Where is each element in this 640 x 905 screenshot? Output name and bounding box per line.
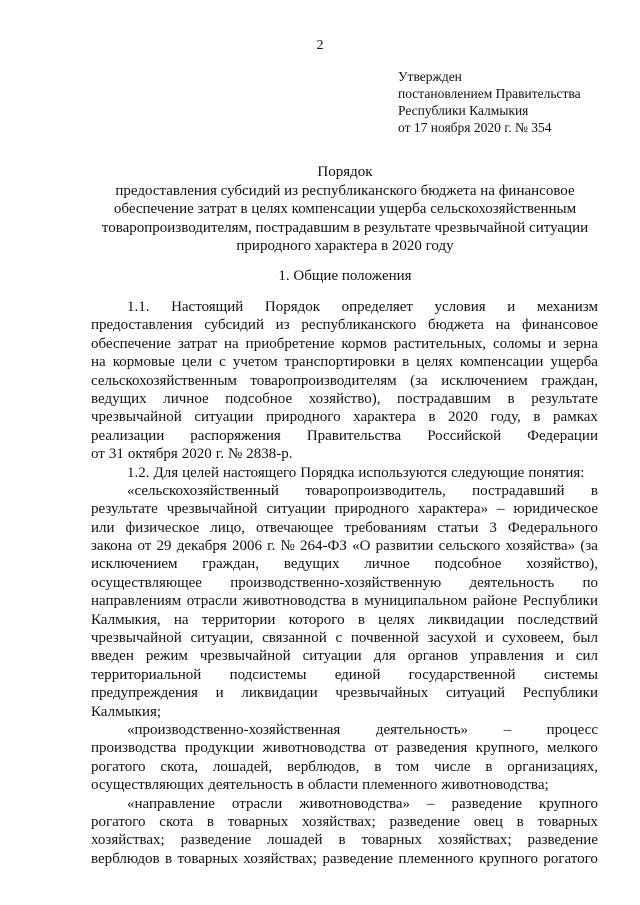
body-word: деятельность» <box>375 721 469 738</box>
body-word: хозяйство), <box>308 390 381 407</box>
body-word: в <box>507 390 515 407</box>
body-word: в <box>357 611 365 628</box>
body-word: по <box>582 574 598 591</box>
body-word: и <box>485 630 494 647</box>
body-word: разведение <box>322 850 394 867</box>
approval-line: от 17 ноября 2020 г. № 354 <box>398 120 552 135</box>
body-word: бюджета <box>428 317 484 334</box>
body-word: подсобное <box>225 390 293 407</box>
body-word: в <box>533 409 541 426</box>
body-word: для <box>373 648 396 665</box>
body-word: чрезвычайной <box>91 630 182 647</box>
body-word: Российской <box>427 427 502 444</box>
body-word: механизм <box>536 299 598 315</box>
body-word: пострадавшим <box>397 390 491 407</box>
body-word: лошадей <box>267 832 323 849</box>
body-word: из <box>275 317 290 334</box>
body-word: целях <box>416 354 453 371</box>
body-word: ликвидации <box>427 611 505 628</box>
body-word: республиканского <box>301 317 417 334</box>
body-word: был <box>572 630 598 647</box>
body-word: граждан, <box>202 556 260 573</box>
body-word: числе <box>434 758 471 775</box>
body-word: связанной <box>262 630 327 647</box>
approval-line: Утвержден <box>398 69 462 84</box>
body-word: характера» <box>418 501 489 518</box>
body-word: ситуации <box>266 501 326 518</box>
body-word: производства <box>91 740 177 757</box>
body-word: характера <box>353 409 416 426</box>
body-word: используются <box>358 464 448 481</box>
body-line <box>91 666 598 684</box>
body-word: области <box>307 777 359 794</box>
body-line <box>91 519 598 537</box>
body-line <box>91 611 598 629</box>
body-word: следующие <box>451 464 525 481</box>
body-word: Настоящий <box>171 299 244 315</box>
body-word: предоставления <box>91 317 193 334</box>
body-word: «производственно-хозяйственная <box>127 721 341 738</box>
body-line <box>91 372 598 390</box>
body-word: чрезвычайной <box>166 501 258 518</box>
body-word: Федерального <box>507 519 598 536</box>
body-word: исключением <box>441 372 528 389</box>
body-word: субсидий <box>204 317 264 334</box>
body-word: г. <box>267 538 276 555</box>
body-word: 2006 <box>231 538 262 555</box>
body-word: Порядка <box>300 464 355 481</box>
body-line <box>91 408 598 426</box>
body-word: направлениям <box>91 593 182 610</box>
body-word: от <box>137 538 152 555</box>
body-line <box>91 647 598 665</box>
body-line <box>91 390 598 408</box>
body-word: и <box>555 648 564 665</box>
body-line <box>91 592 598 610</box>
body-line <box>91 813 598 831</box>
body-word: (за <box>580 538 598 555</box>
body-word: в <box>374 758 382 775</box>
body-word: в <box>164 850 173 867</box>
body-line <box>91 427 598 445</box>
body-word: в <box>402 354 410 371</box>
body-word: в <box>590 482 598 499</box>
body-word: ситуации <box>302 648 362 665</box>
body-line <box>91 464 598 482</box>
body-word: продукции <box>184 740 255 757</box>
body-line <box>91 795 598 813</box>
body-word: и <box>548 335 557 352</box>
body-word: условия <box>434 299 486 315</box>
body-word: 1.2. <box>127 464 150 481</box>
body-word: животноводства; <box>441 777 549 794</box>
body-word: 31 <box>108 446 124 463</box>
body-word: 2020 <box>447 409 478 426</box>
body-word: введен <box>91 648 134 665</box>
body-line <box>91 721 598 739</box>
body-word: Федерации <box>527 427 598 444</box>
body-word: единой <box>334 666 381 683</box>
body-word: разведения <box>396 740 468 757</box>
approval-stamp-block <box>398 68 581 136</box>
body-word: транспортировки <box>284 354 396 371</box>
body-word: чрезвычайной <box>199 648 291 665</box>
body-word: кормов <box>341 335 387 352</box>
body-word: на <box>91 354 106 371</box>
body-word: ведущих <box>91 390 147 407</box>
body-word: осуществляющее <box>91 574 202 591</box>
body-word: личное <box>163 390 209 407</box>
body-word: закона <box>91 538 133 555</box>
body-word: результате <box>91 501 158 518</box>
body-word: № <box>280 538 295 555</box>
body-word: № <box>227 446 243 463</box>
title-line: природного характера в 2020 году <box>236 238 454 254</box>
body-line <box>91 482 598 500</box>
body-word: производственно-хозяйственную <box>230 574 442 591</box>
body-word: лицо, <box>210 519 246 536</box>
body-word: на <box>495 317 511 334</box>
body-word: в <box>485 758 493 775</box>
body-word: чрезвычайной <box>91 409 182 426</box>
body-word: крупного <box>539 795 598 812</box>
body-word: том <box>396 758 420 775</box>
body-word: 264-ФЗ <box>300 538 347 555</box>
body-line <box>91 758 598 776</box>
body-word: и <box>507 299 516 315</box>
body-word: органов <box>407 648 459 665</box>
body-word: от <box>374 740 389 757</box>
body-word: зерна <box>563 335 598 352</box>
body-word: на <box>173 611 189 628</box>
body-word: последствий <box>517 611 598 628</box>
body-word: в <box>516 813 524 830</box>
body-word: овец <box>473 813 503 830</box>
body-word: личное <box>364 556 410 573</box>
body-word: растительных, <box>393 335 487 352</box>
body-word: определяет <box>341 299 413 315</box>
body-word: цели <box>181 354 213 371</box>
body-word: в <box>296 777 304 794</box>
body-word: настоящего <box>222 464 297 481</box>
body-line <box>91 500 598 518</box>
body-word: целях <box>378 611 415 628</box>
body-word: компенсации <box>459 354 544 371</box>
body-word: муниципальном <box>364 593 468 610</box>
body-word: крупного, <box>475 740 539 757</box>
body-word: сельскохозяйственным <box>91 372 237 389</box>
body-word: животноводства <box>242 593 346 610</box>
body-word: обеспечение <box>91 335 171 352</box>
body-word: результате <box>531 390 598 407</box>
body-word: 3 <box>489 519 497 536</box>
body-word: лошадей, <box>212 758 273 775</box>
body-word: пострадавший <box>472 482 565 499</box>
title-line: товаропроизводителям, пострадавшим в результате чрезвычайной ситуации <box>101 219 589 236</box>
body-word: племенного <box>362 777 438 794</box>
body-word: системы <box>543 666 598 683</box>
body-line <box>91 629 598 647</box>
body-word: Для <box>153 464 179 481</box>
body-line <box>91 555 598 573</box>
body-word: Правительства <box>306 427 402 444</box>
body-word: ситуаций <box>445 685 506 702</box>
body-text <box>91 298 598 868</box>
body-word: реализации <box>91 427 165 444</box>
body-word: хозяйствах; <box>437 832 512 849</box>
body-word: товарных <box>537 813 598 830</box>
body-word: почвенной <box>350 630 419 647</box>
body-word: природного <box>334 501 410 518</box>
page-number: 2 <box>316 38 324 53</box>
body-word: разведение <box>451 795 523 812</box>
body-word: суховеем, <box>502 630 565 647</box>
body-word: г. <box>215 446 224 463</box>
body-word: деятельность <box>469 574 555 591</box>
body-word: исключением <box>91 556 178 573</box>
body-word: верблюдов <box>91 850 160 867</box>
title-line: Порядок <box>317 164 373 180</box>
body-word: «направление <box>127 795 215 812</box>
body-word: товарных <box>361 832 422 849</box>
body-word: управления <box>470 648 544 665</box>
body-word: ситуации, <box>190 630 254 647</box>
body-word: распоряжения <box>190 427 281 444</box>
body-word: физическое <box>125 519 200 536</box>
body-word: приобретение <box>245 335 335 352</box>
body-word: (за <box>410 372 428 389</box>
body-word: организациях, <box>507 758 598 775</box>
body-word: ущерба <box>550 354 598 371</box>
body-word: мелкого <box>546 740 598 757</box>
body-word: декабря <box>176 538 227 555</box>
body-word: соломы <box>492 335 542 352</box>
body-word: племенного <box>398 850 474 867</box>
body-word: октября <box>127 446 178 463</box>
body-word: хозяйствах; <box>91 832 165 849</box>
body-word: финансовое <box>522 317 598 334</box>
body-word: процесс <box>546 721 598 738</box>
body-word: хозяйствах; <box>243 850 318 867</box>
body-word: с <box>335 630 343 647</box>
body-word: отрасли <box>186 593 238 610</box>
body-word: товарных <box>227 813 289 830</box>
body-word: предупреждения <box>91 685 198 702</box>
section-heading: 1. Общие положения <box>278 268 412 284</box>
body-line <box>91 335 598 353</box>
body-word: Республики <box>522 685 598 702</box>
body-word: деятельность <box>208 777 293 794</box>
body-word: ситуации <box>194 409 254 426</box>
body-word: товаропроизводитель, <box>305 482 446 499</box>
body-line <box>91 684 598 702</box>
body-word: – <box>427 795 435 812</box>
body-word: в <box>351 593 359 610</box>
body-word: – <box>503 721 512 738</box>
body-word: товаропроизводителям <box>250 372 397 389</box>
body-word: статьи <box>437 519 479 536</box>
body-word: Калмыкия; <box>91 703 162 720</box>
body-word: развитии <box>375 538 434 555</box>
body-word: товарных <box>177 850 238 867</box>
body-word: 29 <box>156 538 172 555</box>
body-word: осуществляющих <box>91 777 205 794</box>
body-word: скота <box>159 813 194 830</box>
body-line <box>91 831 598 849</box>
body-word: подсобное <box>434 556 502 573</box>
body-word: отвечающее <box>256 519 334 536</box>
body-line <box>91 445 598 463</box>
body-line <box>91 298 598 316</box>
body-word: хозяйства» <box>505 538 576 555</box>
body-word: районе <box>472 593 518 610</box>
body-word: хозяйствах; <box>302 813 376 830</box>
body-word: ведущих <box>283 556 340 573</box>
body-word: – <box>497 501 505 518</box>
body-word: разведение <box>389 813 460 830</box>
body-word: животноводства» <box>299 795 410 812</box>
body-word: кормовые <box>112 354 175 371</box>
body-word: крупного <box>479 850 538 867</box>
body-word: которого <box>288 611 345 628</box>
body-word: целей <box>182 464 219 481</box>
body-word: на <box>224 335 239 352</box>
body-word: режим <box>145 648 188 665</box>
body-word: рамках <box>553 409 598 426</box>
body-word: и <box>215 685 224 702</box>
body-word: учетом <box>232 354 278 371</box>
body-line <box>91 850 598 868</box>
body-word: году, <box>490 409 521 426</box>
title-line: предоставления субсидий из республиканского бюджета на финансовое <box>115 182 575 199</box>
body-word: сил <box>575 648 598 665</box>
body-word: хозяйство), <box>526 556 598 573</box>
body-word: засухой <box>427 630 477 647</box>
body-line <box>91 574 598 592</box>
body-word: от <box>91 446 105 463</box>
body-word: разведение <box>180 832 252 849</box>
body-word: Порядок <box>264 299 321 315</box>
body-word: 2020 <box>181 446 212 463</box>
body-word: верблюдов, <box>287 758 360 775</box>
body-word: затрат <box>177 335 218 352</box>
body-word: 2838-р. <box>246 446 293 463</box>
title-line: обеспечение затрат в целях компенсации ущерба сельскохозяйственным <box>113 201 577 217</box>
body-word: в <box>338 832 346 849</box>
body-word: рогатого <box>543 850 598 867</box>
body-word: «О <box>352 538 371 555</box>
body-word: чрезвычайных <box>335 685 429 702</box>
body-word: ликвидации <box>241 685 318 702</box>
body-word: в <box>428 409 436 426</box>
body-word: Калмыкия, <box>91 611 161 628</box>
body-word: животноводства <box>262 740 366 757</box>
body-word: с <box>219 354 226 371</box>
body-word: сельского <box>438 538 501 555</box>
approval-line: постановлением Правительства <box>398 86 581 101</box>
body-word: рогатого <box>91 813 146 830</box>
body-word: природного <box>266 409 341 426</box>
body-line <box>91 316 598 334</box>
body-word: понятия: <box>528 464 585 481</box>
body-word: рогатого <box>91 758 146 775</box>
body-word: граждан, <box>541 372 598 389</box>
body-line <box>91 776 598 794</box>
body-line <box>91 703 598 721</box>
approval-line: Республики Калмыкия <box>398 103 529 118</box>
body-word: территории <box>201 611 276 628</box>
body-word: «сельскохозяйственный <box>127 482 279 499</box>
body-line <box>91 353 598 371</box>
body-line <box>91 739 598 757</box>
body-word: территориальной <box>91 666 202 683</box>
body-word: требованиям <box>344 519 427 536</box>
document-title <box>90 163 600 256</box>
body-line <box>91 537 598 555</box>
body-word: скота, <box>160 758 199 775</box>
body-word: разведение <box>527 832 598 849</box>
body-word: в <box>206 813 215 830</box>
body-word: подсистемы <box>229 666 307 683</box>
body-word: или <box>91 519 115 536</box>
body-word: государственной <box>408 666 516 683</box>
body-word: Республики <box>522 593 598 610</box>
body-word: юридическое <box>513 501 598 518</box>
body-word: 1.1. <box>127 299 150 315</box>
body-word: отрасли <box>231 795 283 812</box>
